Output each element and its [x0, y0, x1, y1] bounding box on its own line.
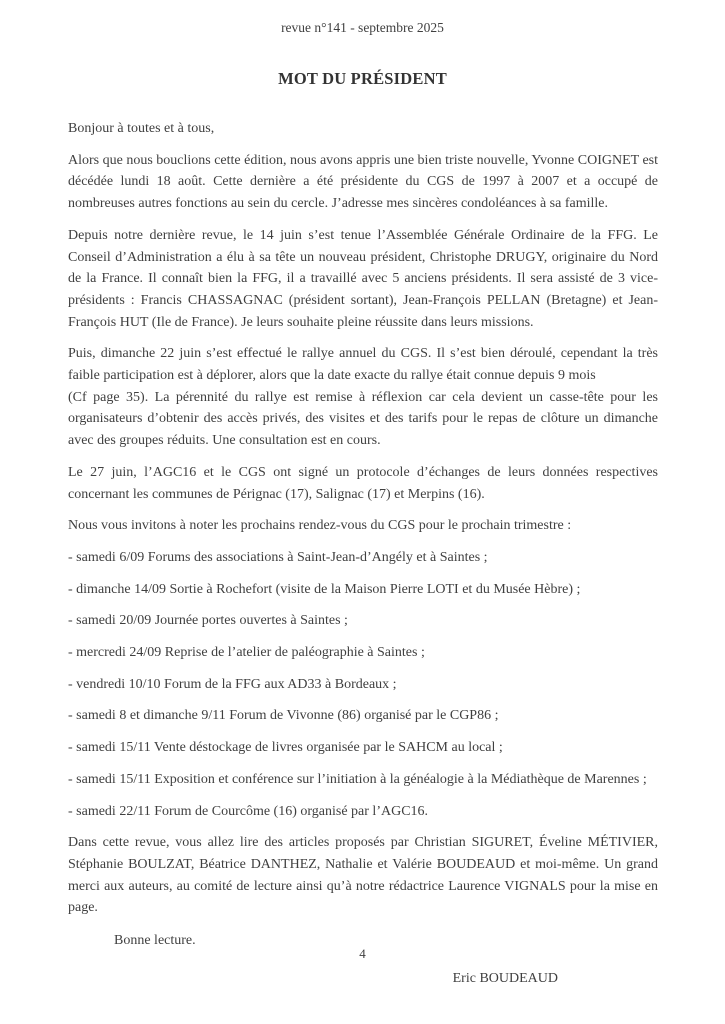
letter-body — [68, 118, 658, 990]
signature: Eric BOUDEAUD — [452, 970, 558, 986]
event-item: - samedi 15/11 Vente déstockage de livres organisée par le SAHCM au local ; — [68, 740, 503, 756]
event-item: - samedi 15/11 Exposition et conférence sur l’initiation à la généalogie à la Médiathèque de Marennes ; — [68, 771, 647, 787]
paragraph-rdv-intro: Nous vous invitons à noter les prochains rendez-vous du CGS pour le prochain trimestre : — [68, 518, 572, 534]
events-list — [68, 547, 658, 822]
issue-header: revue n°141 - septembre 2025 — [281, 20, 444, 35]
paragraph-rallye-part2: (Cf page 35). La pérennité du rallye est remise à réflexion car cela devient un casse-tête pour les organisateurs d’obtenir des accès privés, des visites et des tarifs pour le repas de clôture un dimanche avec des groupes réduits. Une consultation est en cours. — [68, 389, 658, 449]
paragraph-protocole: Le 27 juin, l’AGC16 et le CGS ont signé un protocole d’échanges de leurs données respectives concernant les communes de Pérignac (17), Salignac (17) et Merpins (16). — [68, 464, 658, 502]
paragraph-ffg: Depuis notre dernière revue, le 14 juin s’est tenue l’Assemblée Générale Ordinaire de la FFG. Le Conseil d’Administration a élu à sa tête un nouveau président, Christophe DRUGY, originaire du Nord de la France. Il connaît bien la FFG, il a travaillé avec 5 anciens présidents. Il sera assisté de 3 vice-présidents : Francis CHASSAGNAC (président sortant), Jean-François PELLAN (Bretagne) et Jean-François HUT (Ile de France). Je leurs souhaite pleine réussite dans leurs missions. — [68, 227, 658, 330]
event-item: - dimanche 14/09 Sortie à Rochefort (visite de la Maison Pierre LOTI et du Musée Hèbre) ; — [68, 581, 581, 597]
paragraph-remerciements: Dans cette revue, vous allez lire des articles proposés par Christian SIGURET, Éveline MÉTIVIER, Stéphanie BOULZAT, Béatrice DANTHEZ, Nathalie et Valérie BOUDEAUD et moi-même. Un grand merci aux auteurs, au comité de lecture ainsi qu’à notre rédactrice Laurence VIGNALS pour la mise en page. — [68, 835, 658, 916]
event-item: - samedi 22/11 Forum de Courcôme (16) organisé par l’AGC16. — [68, 803, 429, 819]
event-item: - samedi 8 et dimanche 9/11 Forum de Vivonne (86) organisé par le CGP86 ; — [68, 708, 499, 724]
event-item: - samedi 6/09 Forums des associations à Saint-Jean-d’Angély et à Saintes ; — [68, 549, 488, 565]
event-item: - samedi 20/09 Journée portes ouvertes à Saintes ; — [68, 613, 348, 629]
paragraph-deces: Alors que nous bouclions cette édition, nous avons appris une bien triste nouvelle, Yvonne COIGNET est décédée lundi 18 août. Cette dernière a été présidente du CGS de 1997 à 2007 et a occupé de nombreuses autres fonctions au sein du cercle. J’adresse mes sincères condoléances à sa famille. — [68, 152, 658, 212]
paragraph-rallye — [68, 343, 658, 452]
page-title: MOT DU PRÉSIDENT — [278, 69, 447, 88]
closing-line: Bonne lecture. — [114, 933, 196, 949]
page-number: 4 — [359, 946, 366, 961]
salutation: Bonjour à toutes et à tous, — [68, 121, 215, 136]
event-item: - mercredi 24/09 Reprise de l’atelier de paléographie à Saintes ; — [68, 645, 425, 661]
event-item: - vendredi 10/10 Forum de la FFG aux AD33 à Bordeaux ; — [68, 676, 397, 692]
paragraph-rallye-part1: Puis, dimanche 22 juin s’est effectué le rallye annuel du CGS. Il s’est bien déroulé, cependant la très faible participation est à déplorer, alors que la date exacte du rallye était connue depuis 9 mois — [68, 346, 658, 384]
